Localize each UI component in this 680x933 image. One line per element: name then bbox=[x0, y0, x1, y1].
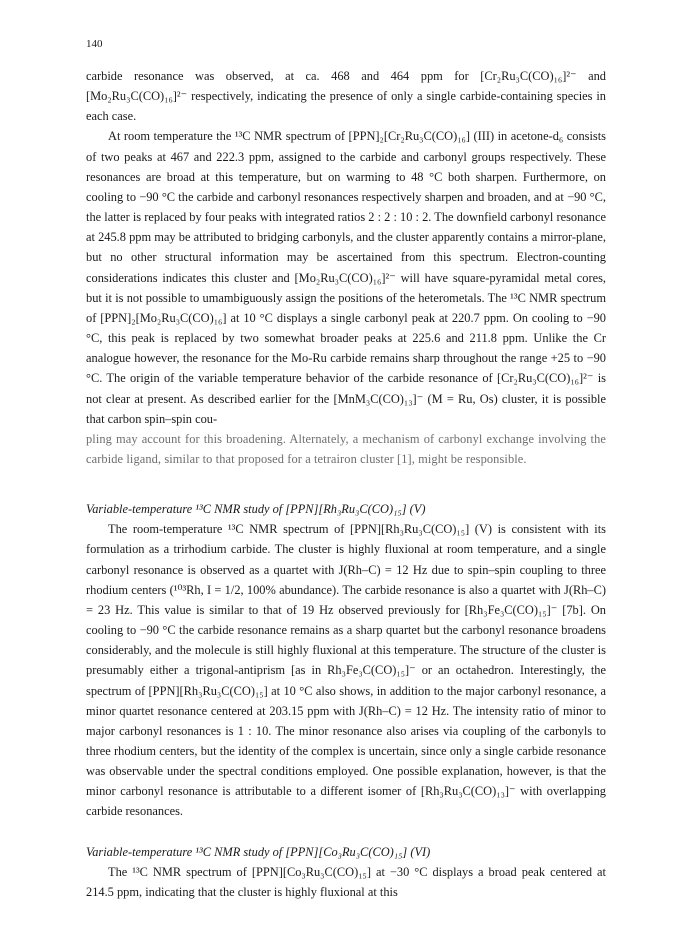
section-gap bbox=[86, 469, 606, 479]
paragraph-co3ru3-nmr: The ¹³C NMR spectrum of [PPN][Co₃Ru₃C(CO)₁₅] at −30 °C displays a broad peak centered at 214.5 ppm, indicating that the cluster is highly fluxional at this bbox=[86, 864, 606, 899]
section-heading-co3ru3: Variable-temperature ¹³C NMR study of [PPN][Co₃Ru₃C(CO)₁₅] (VI) bbox=[86, 844, 431, 859]
paragraph-cr2ru3-nmr: At room temperature the ¹³C NMR spectrum of [PPN]₂[Cr₂Ru₃C(CO)₁₆] (III) in acetone-d₆ consists of two peaks at 467 and 222.3 ppm, assigned to the carbide and carbonyl groups respectively. These resonances are broad at this temperature, but on warming to 48 °C both sharpen. Furthermore, on cooling to −90 °C the carbide and carbonyl resonances respectively sharpen and broaden, and at −90 °C, the latter is replaced by four peaks with integrated ratios 2 : 2 : 10 : 2. The downfield carbonyl resonance at 245.8 ppm may be attributed to bridging carbonyls, and the cluster apparently contains a mirror-plane, but no other structural information may be ascertained from this spectrum. Electron-counting considerations indicates this cluster and [Mo₂Ru₃C(CO)₁₆]²⁻ will have square-pyramidal metal cores, but it is not possible to umambiguously assign the positions of the heterometals. The ¹³C NMR spectrum of [PPN]₂[Mo₂Ru₃C(CO)₁₆] at 10 °C displays a single carbonyl peak at 220.7 ppm. On cooling to −90 °C, this peak is replaced by two somewhat broader peaks at 225.6 and 211.8 ppm. Unlike the Cr analogue however, the resonance for the Mo-Ru carbide remains sharp throughout the range +25 to −90 °C. The origin of the variable temperature behavior of the carbide resonance of [Cr₂Ru₃C(CO)₁₆]²⁻ is not clear at present. As described earlier for the [MnM₃C(CO)₁₃]⁻ (M = Ru, Os) cluster, it is possible that carbon spin–spin cou- bbox=[86, 129, 606, 426]
body-text bbox=[86, 66, 606, 902]
paragraph-rh3ru3-nmr: The room-temperature ¹³C NMR spectrum of [PPN][Rh₃Ru₃C(CO)₁₅] (V) is consistent with its formulation as a trirhodium carbide. The cluster is highly fluxional at room temperature, and a single carbonyl resonance is observed as a quartet with J(Rh–C) = 12 Hz due to spin–spin coupling to three rhodium centers (¹⁰³Rh, I = 1/2, 100% abundance). The carbide resonance is also a quartet with J(Rh–C) = 23 Hz. This value is similar to that of 19 Hz observed previously for [Rh₃Fe₃C(CO)₁₅]⁻ [7b]. On cooling to −90 °C the carbide resonance remains as a sharp quartet but the carbonyl resonance broadens considerably, and the molecule is still highly fluxional at this temperature. The structure of the cluster is presumably either a trigonal-antiprism [as in Rh₃Fe₃C(CO)₁₅]⁻ or an octahedron. Interestingly, the spectrum of [PPN][Rh₃Ru₃C(CO)₁₅] at 10 °C also shows, in addition to the major carbonyl resonance, a minor quartet resonance centered at 203.15 ppm with J(Rh–C) = 12 Hz. The intensity ratio of minor to major carbonyl resonances is 1 : 10. The minor resonance also arises via coupling of the carbonyls to three rhodium centers, but the identity of the complex is uncertain, since only a single carbide resonance was observable under the spectral conditions employed. One possible explanation, however, is that the minor carbonyl resonance is attributable to a different isomer of [Rh₃Ru₃C(CO)₁₃]⁻ with overlapping carbide resonances. bbox=[86, 522, 606, 819]
paragraph-carbide-resonance: carbide resonance was observed, at ca. 468 and 464 ppm for [Cr₂Ru₃C(CO)₁₆]²⁻ and [Mo₂Ru₃C(CO)₁₆]²⁻ respectively, indicating the presence of only a single carbide-containing species in each case. bbox=[86, 69, 606, 124]
page-number: 140 bbox=[86, 38, 103, 50]
section-heading-rh3ru3: Variable-temperature ¹³C NMR study of [PPN][Rh₃Ru₃C(CO)₁₅] (V) bbox=[86, 502, 426, 517]
paragraph-cr2ru3-nmr-end: pling may account for this broadening. Alternately, a mechanism of carbonyl exchange involving the carbide ligand, similar to that proposed for a tetrairon cluster [1], might be responsible. bbox=[86, 431, 606, 466]
